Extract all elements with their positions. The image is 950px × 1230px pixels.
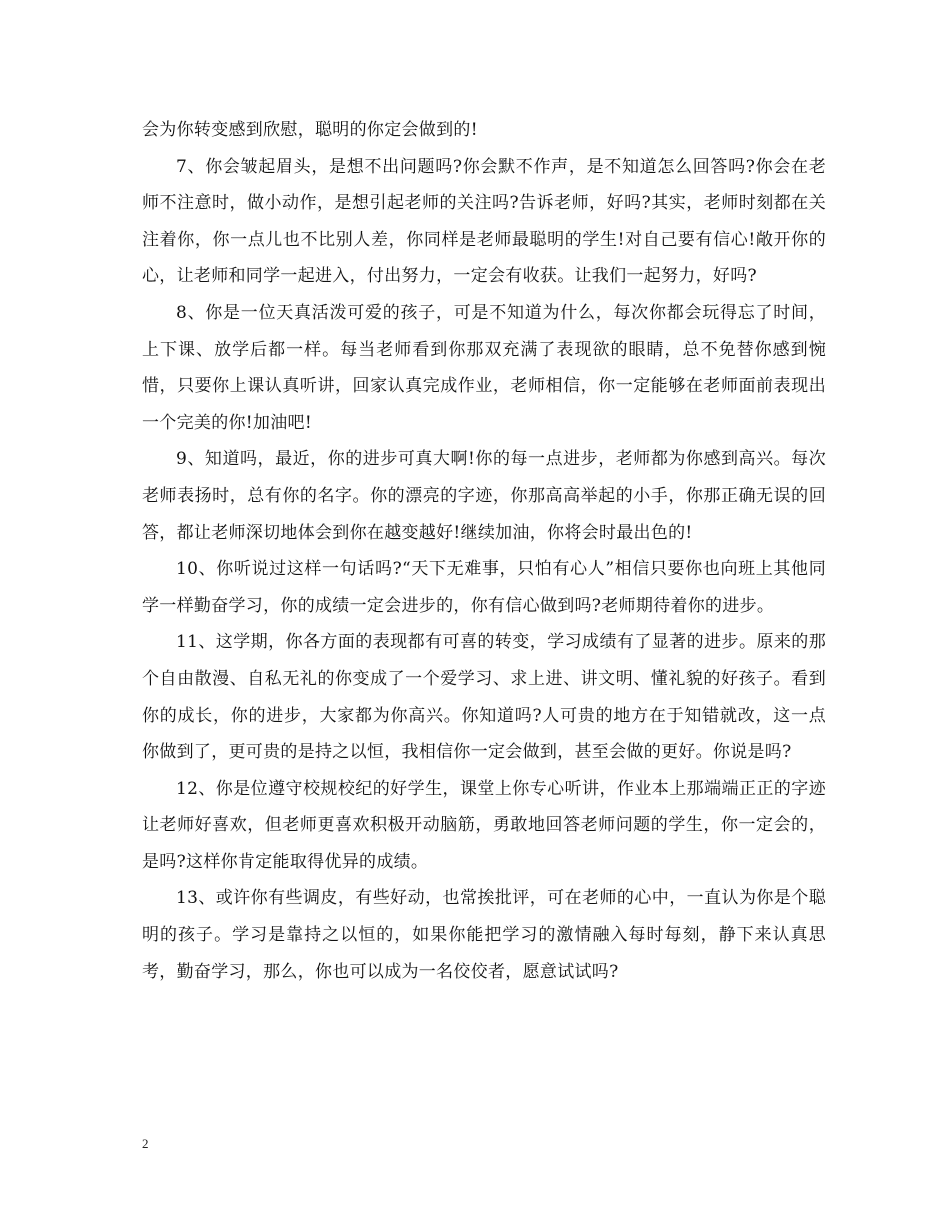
- page-number: 2: [142, 1136, 149, 1151]
- paragraph-item-9: 9、知道吗，最近，你的进步可真大啊!你的每一点进步，老师都为你感到高兴。每次老师表扬时，总有你的名字。你的漂亮的字迹，你那高高举起的小手，你那正确无误的回答，都让老师深切地体会到你在越变越好!继续加油，你将会时最出色的!: [142, 449, 826, 543]
- paragraph-item-8: 8、你是一位天真活泼可爱的孩子，可是不知道为什么，每次你都会玩得忘了时间，上下课、放学后都一样。每当老师看到你那双充满了表现欲的眼睛，总不免替你感到惋惜，只要你上课认真听讲，回家认真完成作业，老师相信，你一定能够在老师面前表现出一个完美的你!加油吧!: [142, 302, 826, 433]
- paragraph-continuation: 会为你转变感到欣慰，聪明的你定会做到的!: [142, 120, 478, 140]
- paragraph-item-13: 13、或许你有些调皮，有些好动，也常挨批评，可在老师的心中，一直认为你是个聪明的孩子。学习是靠持之以恒的，如果你能把学习的激情融入每时每刻，静下来认真思考，勤奋学习，那么，你也可以成为一名佼佼者，愿意试试吗?: [142, 888, 826, 982]
- paragraph-item-10: 10、你听说过这样一句话吗?“天下无难事，只怕有心人”相信只要你也向班上其他同学一样勤奋学习，你的成绩一定会进步的，你有信心做到吗?老师期待着你的进步。: [142, 559, 826, 616]
- document-body: [142, 112, 826, 990]
- paragraph-item-12: 12、你是位遵守校规校纪的好学生，课堂上你专心听讲，作业本上那端端正正的字迹让老师好喜欢，但老师更喜欢积极开动脑筋，勇敢地回答老师问题的学生，你一定会的，是吗?这样你肯定能取得优异的成绩。: [142, 778, 826, 872]
- paragraph-item-7: 7、你会皱起眉头，是想不出问题吗?你会默不作声，是不知道怎么回答吗?你会在老师不注意时，做小动作，是想引起老师的关注吗?告诉老师，好吗?其实，老师时刻都在关注着你，你一点儿也不比别人差，你同样是老师最聪明的学生!对自己要有信心!敞开你的心，让老师和同学一起进入，付出努力，一定会有收获。让我们一起努力，好吗?: [142, 156, 826, 287]
- paragraph-item-11: 11、这学期，你各方面的表现都有可喜的转变，学习成绩有了显著的进步。原来的那个自由散漫、自私无礼的你变成了一个爱学习、求上进、讲文明、懂礼貌的好孩子。看到你的成长，你的进步，大家都为你高兴。你知道吗?人可贵的地方在于知错就改，这一点你做到了，更可贵的是持之以恒，我相信你一定会做到，甚至会做的更好。你说是吗?: [142, 632, 826, 763]
